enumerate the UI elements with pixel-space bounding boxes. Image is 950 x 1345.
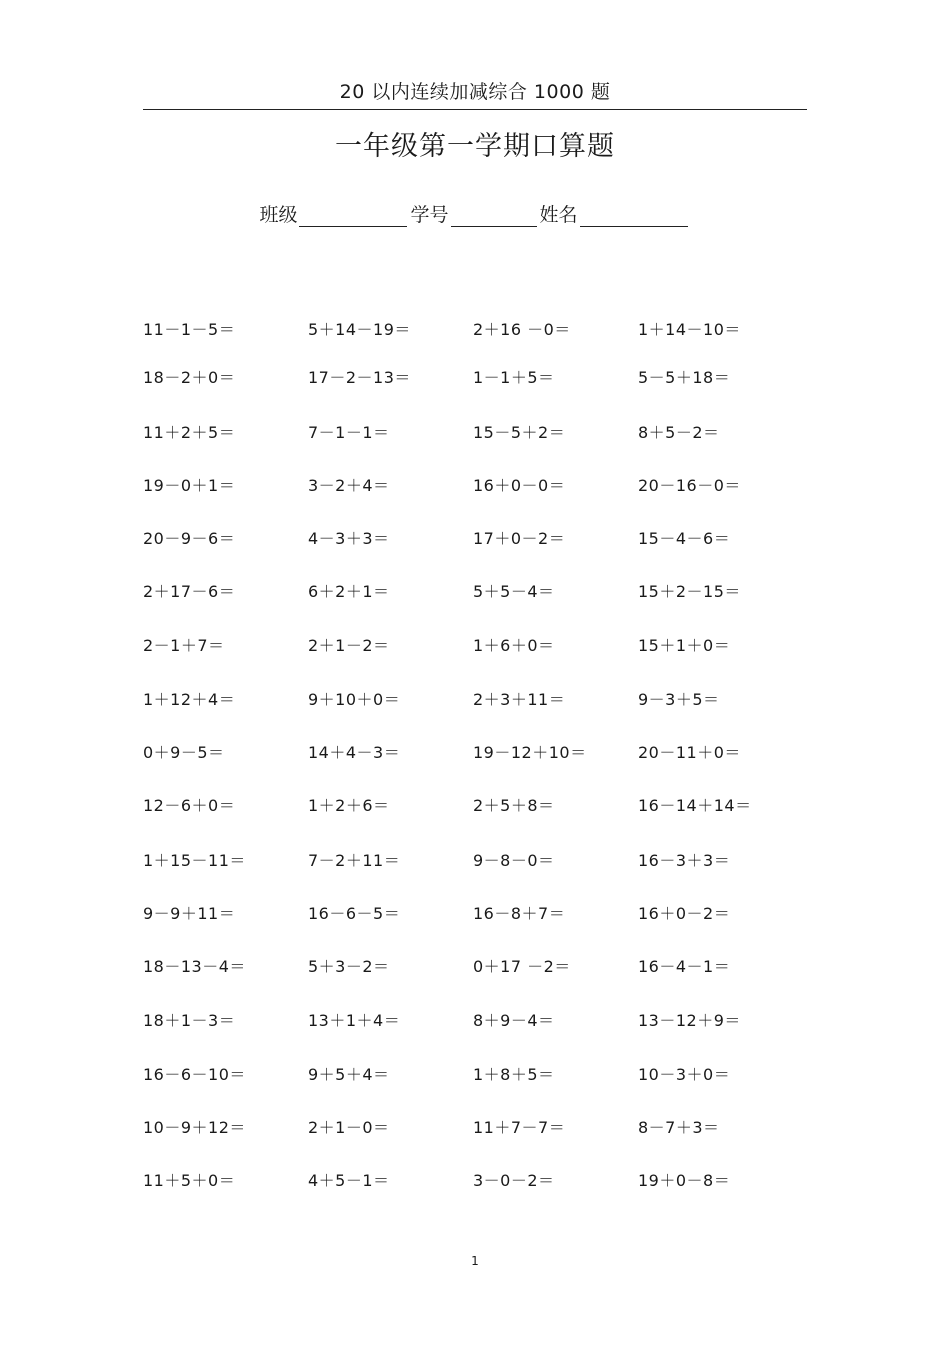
problem-item: 10－9＋12＝ — [143, 1118, 246, 1137]
problem-item: 2＋1－2＝ — [308, 636, 390, 655]
problem-item: 20－11＋0＝ — [638, 743, 741, 762]
problem-item: 15＋1＋0＝ — [638, 636, 731, 655]
problem-item: 9－8－0＝ — [473, 851, 555, 870]
problem-item: 2＋17－6＝ — [143, 582, 236, 601]
problem-item: 1＋8＋5＝ — [473, 1065, 555, 1084]
problem-item: 10－3＋0＝ — [638, 1065, 731, 1084]
problem-item: 1＋2＋6＝ — [308, 796, 390, 815]
problem-item: 8＋9－4＝ — [473, 1011, 555, 1030]
problem-item: 19＋0－8＝ — [638, 1171, 731, 1190]
problem-item: 4＋5－1＝ — [308, 1171, 390, 1190]
problem-item: 11＋5＋0＝ — [143, 1171, 236, 1190]
problem-item: 8－7＋3＝ — [638, 1118, 720, 1137]
problem-item: 1＋15－11＝ — [143, 851, 246, 870]
problem-item: 1＋14－10＝ — [638, 320, 741, 339]
problem-item: 13＋1＋4＝ — [308, 1011, 401, 1030]
problem-item: 18－2＋0＝ — [143, 368, 236, 387]
problem-item: 7－2＋11＝ — [308, 851, 401, 870]
problem-item: 9＋5＋4＝ — [308, 1065, 390, 1084]
problem-item: 0＋9－5＝ — [143, 743, 225, 762]
problem-item: 11＋2＋5＝ — [143, 423, 236, 442]
problem-item: 19－12＋10＝ — [473, 743, 587, 762]
problem-item: 20－16－0＝ — [638, 476, 741, 495]
problem-item: 15－4－6＝ — [638, 529, 731, 548]
problem-item: 16－8＋7＝ — [473, 904, 566, 923]
problem-item: 1－1＋5＝ — [473, 368, 555, 387]
problem-item: 2＋1－0＝ — [308, 1118, 390, 1137]
problem-item: 16－4－1＝ — [638, 957, 731, 976]
problem-item: 11＋7－7＝ — [473, 1118, 566, 1137]
problem-item: 7－1－1＝ — [308, 423, 390, 442]
document-header: 20 以内连续加减综合 1000 题 — [339, 81, 611, 103]
problem-item: 13－12＋9＝ — [638, 1011, 741, 1030]
problem-item: 17－2－13＝ — [308, 368, 411, 387]
worksheet-title: 一年级第一学期口算题 — [335, 131, 615, 162]
problem-item: 2－1＋7＝ — [143, 636, 225, 655]
student-number-label: 学号 — [410, 204, 449, 226]
problem-item: 5－5＋18＝ — [638, 368, 731, 387]
problem-item: 18－13－4＝ — [143, 957, 246, 976]
name-label: 姓名 — [539, 204, 578, 226]
problem-item: 19－0＋1＝ — [143, 476, 236, 495]
problem-item: 11－1－5＝ — [143, 320, 236, 339]
page-number: 1 — [471, 1254, 479, 1268]
problem-item: 9－9＋11＝ — [143, 904, 236, 923]
problem-item: 3－2＋4＝ — [308, 476, 390, 495]
problem-item: 2＋5＋8＝ — [473, 796, 555, 815]
problem-item: 6＋2＋1＝ — [308, 582, 390, 601]
problem-item: 5＋3－2＝ — [308, 957, 390, 976]
problem-item: 20－9－6＝ — [143, 529, 236, 548]
problem-item: 12－6＋0＝ — [143, 796, 236, 815]
problem-item: 5＋14－19＝ — [308, 320, 411, 339]
problem-item: 16－6－10＝ — [143, 1065, 246, 1084]
problem-item: 16－3＋3＝ — [638, 851, 731, 870]
problem-item: 1＋12＋4＝ — [143, 690, 236, 709]
problem-item: 9－3＋5＝ — [638, 690, 720, 709]
problem-item: 9＋10＋0＝ — [308, 690, 401, 709]
problem-item: 8＋5－2＝ — [638, 423, 720, 442]
class-label: 班级 — [259, 204, 298, 226]
problem-item: 2＋16 －0＝ — [473, 320, 571, 339]
problem-item: 18＋1－3＝ — [143, 1011, 236, 1030]
problem-item: 16＋0－2＝ — [638, 904, 731, 923]
problem-grid — [143, 0, 823, 1345]
problem-item: 17＋0－2＝ — [473, 529, 566, 548]
problem-item: 16＋0－0＝ — [473, 476, 566, 495]
problem-item: 3－0－2＝ — [473, 1171, 555, 1190]
problem-item: 5＋5－4＝ — [473, 582, 555, 601]
problem-item: 0＋17 －2＝ — [473, 957, 571, 976]
problem-item: 15－5＋2＝ — [473, 423, 566, 442]
problem-item: 14＋4－3＝ — [308, 743, 401, 762]
problem-item: 2＋3＋11＝ — [473, 690, 566, 709]
problem-item: 15＋2－15＝ — [638, 582, 741, 601]
problem-item: 16－6－5＝ — [308, 904, 401, 923]
problem-item: 4－3＋3＝ — [308, 529, 390, 548]
problem-item: 1＋6＋0＝ — [473, 636, 555, 655]
problem-item: 16－14＋14＝ — [638, 796, 752, 815]
